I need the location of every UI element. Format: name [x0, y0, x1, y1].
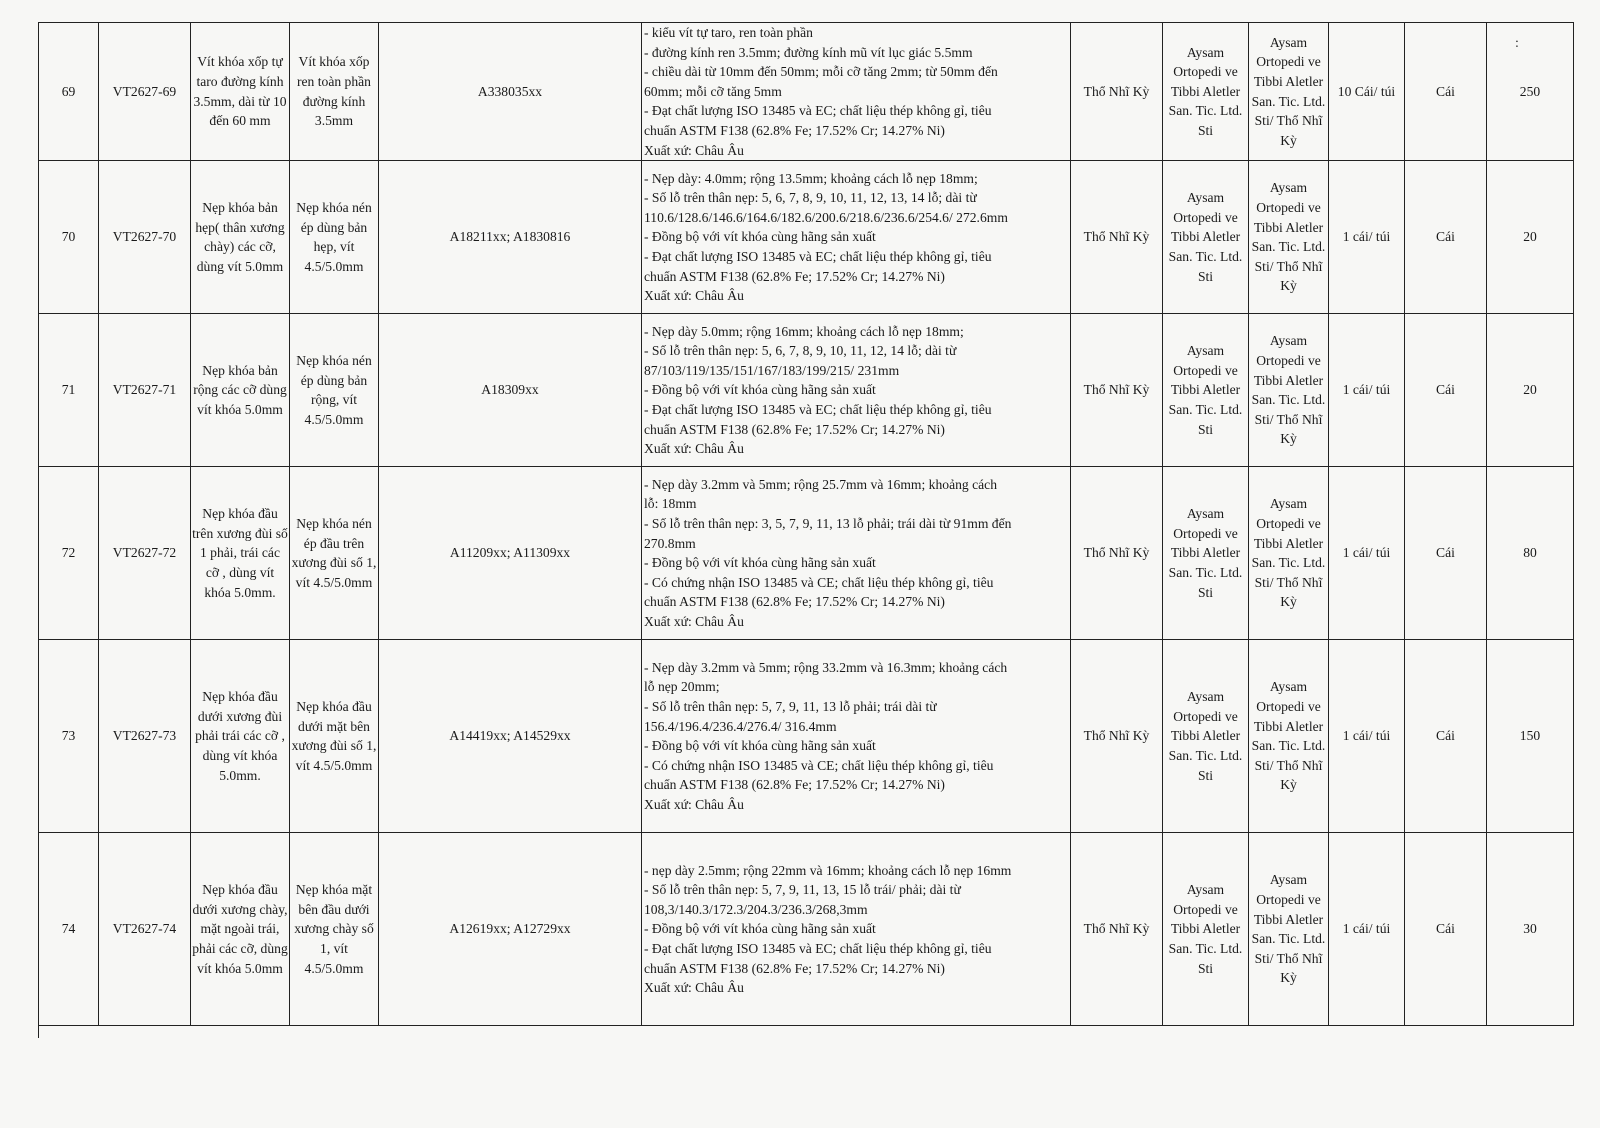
spec-line: - Đồng bộ với vít khóa cùng hãng sản xuất: [644, 738, 876, 754]
quantity-cell: 80: [1487, 467, 1574, 640]
scan-speck: :: [1515, 36, 1519, 51]
spec-line: - kiểu vít tự taro, ren toàn phần: [644, 25, 813, 40]
spec-line: - Có chứng nhận ISO 13485 và CE; chất liệu thép không gỉ, tiêu: [644, 757, 994, 773]
packing-cell: 10 Cái/ túi: [1329, 23, 1405, 161]
owner-cell: Aysam Ortopedi ve Tibbi Aletler San. Tic. Ltd. Sti/ Thổ Nhĩ Kỳ: [1249, 23, 1329, 161]
spec-line: - Nẹp dày 5.0mm; rộng 16mm; khoảng cách lỗ nẹp 18mm;: [644, 323, 964, 339]
spec-line: Xuất xứ: Châu Âu: [644, 441, 744, 457]
item-name-cell: Nẹp khóa đầu dưới xương đùi phải trái các cỡ , dùng vít khóa 5.0mm.: [191, 640, 290, 833]
spec-line: Xuất xứ: Châu Âu: [644, 288, 744, 304]
table-row: [39, 467, 1574, 640]
row-number-cell: 70: [39, 161, 99, 314]
quantity-cell: 150: [1487, 640, 1574, 833]
unit-cell: Cái: [1405, 314, 1487, 467]
spec-line: 110.6/128.6/146.6/164.6/182.6/200.6/218.6/236.6/254.6/ 272.6mm: [644, 209, 1008, 225]
model-code-cell: A18211xx; A1830816: [379, 161, 642, 314]
item-code-cell: VT2627-73: [99, 640, 191, 833]
spec-line: lỗ nẹp 20mm;: [644, 679, 720, 695]
row-number-cell: 72: [39, 467, 99, 640]
unit-cell: Cái: [1405, 161, 1487, 314]
commercial-name-cell: Nẹp khóa mặt bên đầu dưới xương chày số 1, vít 4.5/5.0mm: [290, 833, 379, 1026]
packing-cell: 1 cái/ túi: [1329, 161, 1405, 314]
spec-line: chuẩn ASTM F138 (62.8% Fe; 17.52% Cr; 14.27% Ni): [644, 594, 945, 610]
specification-cell: [642, 23, 1071, 161]
spec-line: 156.4/196.4/236.4/276.4/ 316.4mm: [644, 718, 837, 734]
item-name-cell: Nẹp khóa đầu trên xương đùi số 1 phải, trái các cỡ , dùng vít khóa 5.0mm.: [191, 467, 290, 640]
spec-line: - Số lỗ trên thân nẹp: 5, 6, 7, 8, 9, 10, 11, 12, 13, 14 lỗ; dài từ: [644, 190, 977, 206]
model-code-cell: A11209xx; A11309xx: [379, 467, 642, 640]
specification-cell: [642, 314, 1071, 467]
spec-line: - Đồng bộ với vít khóa cùng hãng sản xuất: [644, 382, 876, 398]
spec-line: chuẩn ASTM F138 (62.8% Fe; 17.52% Cr; 14.27% Ni): [644, 122, 945, 138]
spec-line: chuẩn ASTM F138 (62.8% Fe; 17.52% Cr; 14.27% Ni): [644, 960, 945, 976]
model-code-cell: A14419xx; A14529xx: [379, 640, 642, 833]
quantity-cell: 20: [1487, 314, 1574, 467]
spec-line: chuẩn ASTM F138 (62.8% Fe; 17.52% Cr; 14.27% Ni): [644, 421, 945, 437]
item-name-cell: Nẹp khóa đầu dưới xương chày, mặt ngoài trái, phải các cỡ, dùng vít khóa 5.0mm: [191, 833, 290, 1026]
manufacturer-cell: Aysam Ortopedi ve Tibbi Aletler San. Tic. Ltd. Sti: [1163, 467, 1249, 640]
owner-cell: Aysam Ortopedi ve Tibbi Aletler San. Tic. Ltd. Sti/ Thổ Nhĩ Kỳ: [1249, 467, 1329, 640]
owner-cell: Aysam Ortopedi ve Tibbi Aletler San. Tic. Ltd. Sti/ Thổ Nhĩ Kỳ: [1249, 833, 1329, 1026]
specification-cell: [642, 833, 1071, 1026]
table-row: [39, 314, 1574, 467]
origin-country-cell: Thổ Nhĩ Kỳ: [1071, 833, 1163, 1026]
spec-line: - Nẹp dày 3.2mm và 5mm; rộng 33.2mm và 16.3mm; khoảng cách: [644, 659, 1008, 675]
spec-line: - Số lỗ trên thân nẹp: 5, 7, 9, 11, 13, 15 lỗ trái/ phải; dài từ: [644, 882, 961, 898]
origin-country-cell: Thổ Nhĩ Kỳ: [1071, 314, 1163, 467]
item-name-cell: Vít khóa xốp tự taro đường kính 3.5mm, dài từ 10 đến 60 mm: [191, 23, 290, 161]
unit-cell: Cái: [1405, 467, 1487, 640]
item-code-cell: VT2627-71: [99, 314, 191, 467]
origin-country-cell: Thổ Nhĩ Kỳ: [1071, 640, 1163, 833]
spec-line: Xuất xứ: Châu Âu: [644, 796, 744, 812]
specification-cell: [642, 640, 1071, 833]
specification-cell: [642, 161, 1071, 314]
spec-line: - Đạt chất lượng ISO 13485 và EC; chất liệu thép không gỉ, tiêu: [644, 401, 992, 417]
spec-line: chuẩn ASTM F138 (62.8% Fe; 17.52% Cr; 14.27% Ni): [644, 777, 945, 793]
table-row: [39, 833, 1574, 1026]
table-row: [39, 161, 1574, 314]
spec-line: 87/103/119/135/151/167/183/199/215/ 231mm: [644, 362, 900, 378]
item-code-cell: VT2627-69: [99, 23, 191, 161]
spec-line: - Số lỗ trên thân nẹp: 5, 7, 9, 11, 13 lỗ phải; trái dài từ: [644, 698, 937, 714]
commercial-name-cell: Nẹp khóa nén ép dùng bản rộng, vít 4.5/5.0mm: [290, 314, 379, 467]
item-code-cell: VT2627-72: [99, 467, 191, 640]
spec-line: - Đồng bộ với vít khóa cùng hãng sản xuất: [644, 229, 876, 245]
table-continuation-line: [38, 1016, 99, 1038]
manufacturer-cell: Aysam Ortopedi ve Tibbi Aletler San. Tic. Ltd. Sti: [1163, 640, 1249, 833]
quantity-cell: 20: [1487, 161, 1574, 314]
packing-cell: 1 cái/ túi: [1329, 833, 1405, 1026]
spec-line: - Đồng bộ với vít khóa cùng hãng sản xuất: [644, 921, 876, 937]
spec-line: - nẹp dày 2.5mm; rộng 22mm và 16mm; khoảng cách lỗ nẹp 16mm: [644, 862, 1012, 878]
supply-table: [38, 22, 1574, 1026]
item-name-cell: Nẹp khóa bản hẹp( thân xương chày) các cỡ, dùng vít 5.0mm: [191, 161, 290, 314]
spec-line: - Số lỗ trên thân nẹp: 5, 6, 7, 8, 9, 10, 11, 12, 14 lỗ; dài từ: [644, 343, 957, 359]
spec-line: - Nẹp dày: 4.0mm; rộng 13.5mm; khoảng cách lỗ nẹp 18mm;: [644, 170, 978, 186]
model-code-cell: A18309xx: [379, 314, 642, 467]
owner-cell: Aysam Ortopedi ve Tibbi Aletler San. Tic. Ltd. Sti/ Thổ Nhĩ Kỳ: [1249, 161, 1329, 314]
commercial-name-cell: Nẹp khóa nén ép đầu trên xương đùi số 1, vít 4.5/5.0mm: [290, 467, 379, 640]
spec-line: 60mm; mỗi cỡ tăng 5mm: [644, 83, 782, 99]
origin-country-cell: Thổ Nhĩ Kỳ: [1071, 467, 1163, 640]
manufacturer-cell: Aysam Ortopedi ve Tibbi Aletler San. Tic. Ltd. Sti: [1163, 23, 1249, 161]
item-name-cell: Nẹp khóa bản rộng các cỡ dùng vít khóa 5.0mm: [191, 314, 290, 467]
packing-cell: 1 cái/ túi: [1329, 640, 1405, 833]
spec-line: - đường kính ren 3.5mm; đường kính mũ vít lục giác 5.5mm: [644, 44, 973, 60]
model-code-cell: A12619xx; A12729xx: [379, 833, 642, 1026]
spec-line: - Nẹp dày 3.2mm và 5mm; rộng 25.7mm và 16mm; khoảng cách: [644, 476, 997, 492]
manufacturer-cell: Aysam Ortopedi ve Tibbi Aletler San. Tic. Ltd. Sti: [1163, 314, 1249, 467]
spec-line: - Đạt chất lượng ISO 13485 và EC; chất liệu thép không gỉ, tiêu: [644, 103, 992, 119]
unit-cell: Cái: [1405, 23, 1487, 161]
owner-cell: Aysam Ortopedi ve Tibbi Aletler San. Tic. Ltd. Sti/ Thổ Nhĩ Kỳ: [1249, 640, 1329, 833]
commercial-name-cell: Nẹp khóa đầu dưới mặt bên xương đùi số 1, vít 4.5/5.0mm: [290, 640, 379, 833]
commercial-name-cell: Nẹp khóa nén ép dùng bản hẹp, vít 4.5/5.0mm: [290, 161, 379, 314]
unit-cell: Cái: [1405, 640, 1487, 833]
model-code-cell: A338035xx: [379, 23, 642, 161]
row-number-cell: 74: [39, 833, 99, 1026]
spec-line: - Đạt chất lượng ISO 13485 và EC; chất liệu thép không gỉ, tiêu: [644, 940, 992, 956]
spec-line: - Có chứng nhận ISO 13485 và CE; chất liệu thép không gỉ, tiêu: [644, 574, 994, 590]
origin-country-cell: Thổ Nhĩ Kỳ: [1071, 161, 1163, 314]
packing-cell: 1 cái/ túi: [1329, 314, 1405, 467]
spec-line: 270.8mm: [644, 535, 696, 551]
spec-line: - Đồng bộ với vít khóa cùng hãng sản xuất: [644, 555, 876, 571]
spec-line: 108,3/140.3/172.3/204.3/236.3/268,3mm: [644, 901, 868, 917]
quantity-cell: 250: [1487, 23, 1574, 161]
packing-cell: 1 cái/ túi: [1329, 467, 1405, 640]
table-row: [39, 23, 1574, 161]
spec-line: - Số lỗ trên thân nẹp: 3, 5, 7, 9, 11, 13 lỗ phải; trái dài từ 91mm đến: [644, 515, 1012, 531]
row-number-cell: 69: [39, 23, 99, 161]
manufacturer-cell: Aysam Ortopedi ve Tibbi Aletler San. Tic. Ltd. Sti: [1163, 161, 1249, 314]
spec-line: lỗ: 18mm: [644, 496, 697, 512]
spec-line: chuẩn ASTM F138 (62.8% Fe; 17.52% Cr; 14.27% Ni): [644, 268, 945, 284]
spec-line: Xuất xứ: Châu Âu: [644, 142, 744, 158]
spec-line: - chiều dài từ 10mm đến 50mm; mỗi cỡ tăng 2mm; từ 50mm đến: [644, 64, 998, 80]
manufacturer-cell: Aysam Ortopedi ve Tibbi Aletler San. Tic. Ltd. Sti: [1163, 833, 1249, 1026]
unit-cell: Cái: [1405, 833, 1487, 1026]
specification-cell: [642, 467, 1071, 640]
item-code-cell: VT2627-70: [99, 161, 191, 314]
table-row: [39, 640, 1574, 833]
spec-line: - Đạt chất lượng ISO 13485 và EC; chất liệu thép không gỉ, tiêu: [644, 248, 992, 264]
owner-cell: Aysam Ortopedi ve Tibbi Aletler San. Tic. Ltd. Sti/ Thổ Nhĩ Kỳ: [1249, 314, 1329, 467]
row-number-cell: 71: [39, 314, 99, 467]
commercial-name-cell: Vít khóa xốp ren toàn phần đường kính 3.5mm: [290, 23, 379, 161]
item-code-cell: VT2627-74: [99, 833, 191, 1026]
row-number-cell: 73: [39, 640, 99, 833]
spec-line: Xuất xứ: Châu Âu: [644, 980, 744, 996]
origin-country-cell: Thổ Nhĩ Kỳ: [1071, 23, 1163, 161]
spec-line: Xuất xứ: Châu Âu: [644, 613, 744, 629]
quantity-cell: 30: [1487, 833, 1574, 1026]
